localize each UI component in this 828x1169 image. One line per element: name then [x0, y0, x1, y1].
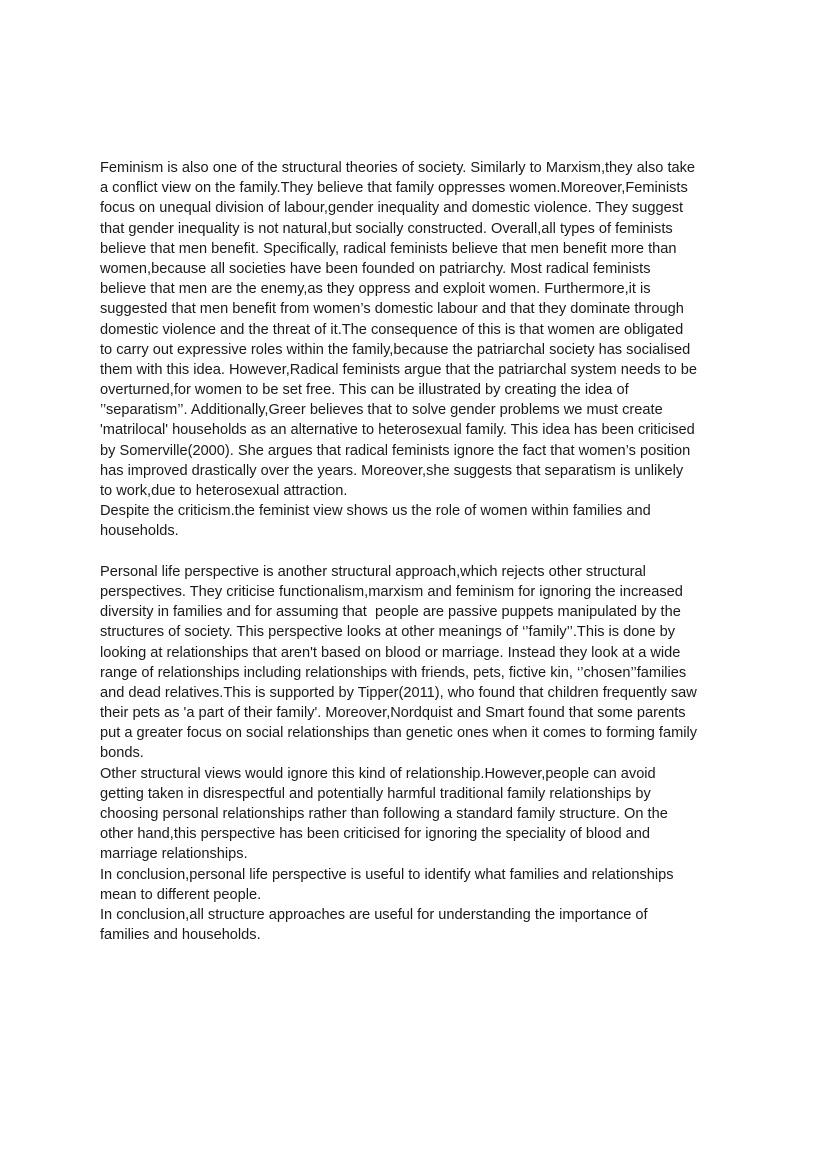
document-body [100, 158, 740, 945]
paragraph-personal-life-conclusion [100, 865, 740, 905]
text-line: perspectives. They criticise functionalism,marxism and feminism for ignoring the increased [100, 583, 683, 600]
text-line: marriage relationships. [100, 846, 248, 863]
text-line: to work,due to heterosexual attraction. [100, 483, 348, 499]
text-line: other hand,this perspective has been criticised for ignoring the speciality of blood and [100, 826, 651, 843]
text-line: 'matrilocal' households as an alternative to heterosexual family. This idea has been criticised [100, 422, 695, 439]
text-line: mean to different people. [100, 886, 262, 903]
text-line: has improved drastically over the years. Moreover,she suggests that separatism is unlikely [100, 462, 684, 479]
text-line: by Somerville(2000). She argues that radical feminists ignore the fact that women’s position [100, 442, 691, 459]
text-line: believe that men benefit. Specifically, radical feminists believe that men benefit more than [100, 240, 677, 257]
text-line: that gender inequality is not natural,but socially constructed. Overall,all types of feminists [100, 220, 673, 237]
text-line: put a greater focus on social relationships than genetic ones when it comes to forming family [100, 725, 698, 742]
text-line: structures of society. This perspective looks at other meanings of ‘’family’’.This is done by [100, 624, 676, 641]
text-line: domestic violence and the threat of it.The consequence of this is that women are obligated [100, 321, 684, 338]
text-line: households. [100, 523, 179, 540]
text-line: to carry out expressive roles within the family,because the patriarchal society has socialised [100, 341, 691, 358]
paragraph-feminism-conclusion [100, 501, 740, 541]
text-line: focus on unequal division of labour,gender inequality and domestic violence. They suggest [100, 200, 684, 217]
text-line: choosing personal relationships rather than following a standard family structure. On the [100, 806, 668, 822]
text-line: getting taken in disrespectful and potentially harmful traditional family relationships by [100, 785, 651, 802]
paragraph-final-conclusion [100, 905, 740, 945]
text-line: Other structural views would ignore this kind of relationship.However,people can avoid [100, 765, 656, 782]
text-line: Personal life perspective is another structural approach,which rejects other structural [100, 563, 646, 580]
paragraph-spacer [100, 542, 740, 562]
paragraph-other-views [100, 764, 740, 865]
text-line: ’’separatism’’. Additionally,Greer believes that to solve gender problems we must create [100, 402, 663, 419]
text-line: them with this idea. However,Radical feminists argue that the patriarchal system needs to be [100, 361, 698, 378]
text-line: believe that men are the enemy,as they oppress and exploit women. Furthermore,it is [100, 281, 651, 298]
text-line: suggested that men benefit from women’s domestic labour and that they dominate through [100, 301, 684, 318]
text-line: bonds. [100, 745, 144, 762]
text-line: range of relationships including relationships with friends, pets, fictive kin, ‘’chosen’’families [100, 664, 687, 681]
text-line: families and households. [100, 927, 261, 944]
text-line: Despite the criticism.the feminist view shows us the role of women within families and [100, 503, 651, 520]
text-line: women,because all societies have been founded on patriarchy. Most radical feminists [100, 260, 651, 277]
text-line: diversity in families and for assuming that people are passive puppets manipulated by the [100, 604, 681, 621]
text-line: looking at relationships that aren't based on blood or marriage. Instead they look at a wide [100, 644, 681, 661]
text-line: overturned,for women to be set free. This can be illustrated by creating the idea of [100, 382, 629, 399]
text-line: In conclusion,personal life perspective is useful to identify what families and relationships [100, 866, 674, 883]
text-line: Feminism is also one of the structural theories of society. Similarly to Marxism,they also take [100, 160, 696, 176]
text-line: In conclusion,all structure approaches are useful for understanding the importance of [100, 906, 648, 923]
text-line: a conflict view on the family.They believe that family oppresses women.Moreover,Feminists [100, 180, 688, 197]
text-line: their pets as 'a part of their family'. Moreover,Nordquist and Smart found that some parents [100, 705, 686, 722]
text-line: and dead relatives.This is supported by Tipper(2011), who found that children frequently saw [100, 684, 697, 701]
paragraph-feminism [100, 158, 740, 501]
paragraph-personal-life [100, 562, 740, 764]
